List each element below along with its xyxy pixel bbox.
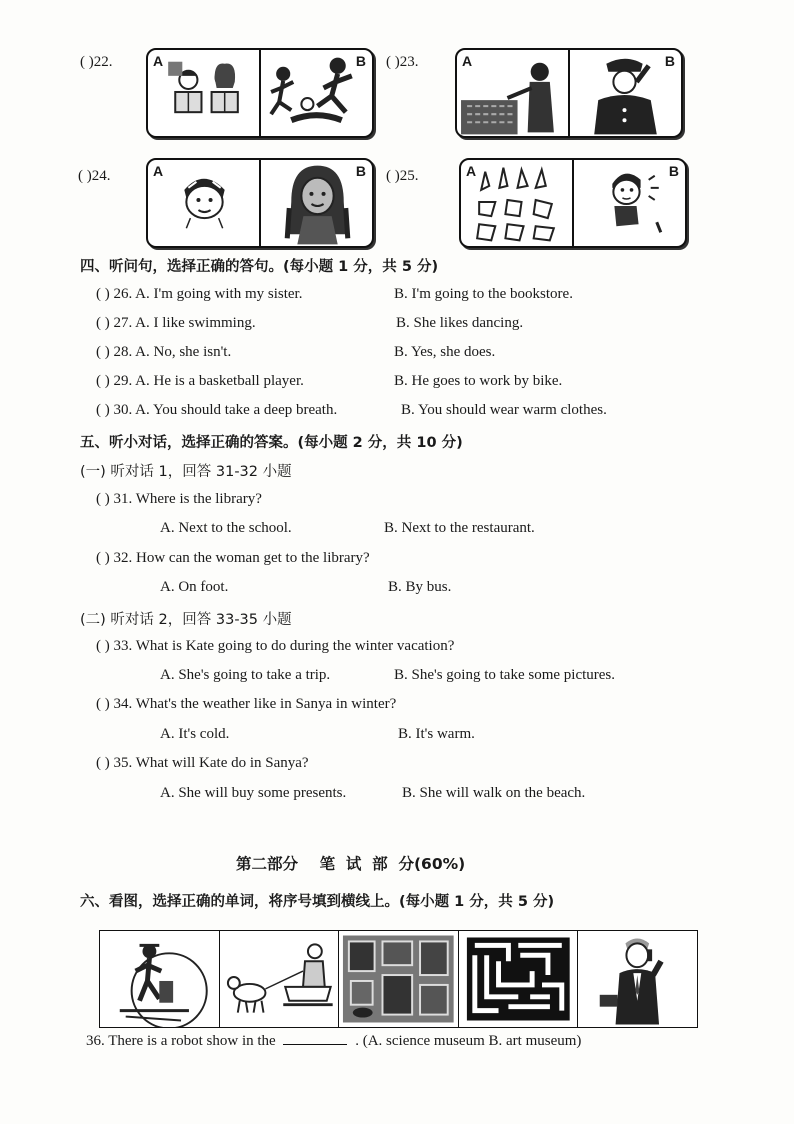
question-33-option-a: A. She's going to take a trip. (160, 667, 331, 683)
option-a-label: A (462, 53, 473, 69)
option-b-label: B (668, 163, 679, 179)
option-b-label: B (355, 163, 366, 179)
question-26-option-b: B. I'm going to the bookstore. (394, 286, 573, 302)
section-4-title: 四、听问句，选择正确的答句。(每小题 1 分，共 5 分) (80, 259, 439, 275)
part-2-title: 第二部分 笔 试 部 分(60%) (236, 855, 466, 873)
police-officer-illustration (570, 50, 681, 136)
option-b-label: B (355, 53, 366, 69)
picture-3-cell (338, 931, 458, 1027)
question-32-option-b: B. By bus. (388, 579, 452, 595)
section-5-title: 五、听小对话，选择正确的答案。(每小题 2 分，共 10 分) (80, 435, 463, 451)
section-6-picture-strip (99, 930, 698, 1028)
question-24-number: ( )24. (78, 168, 111, 184)
option-b-picture[interactable] (259, 50, 372, 136)
question-29-option-b: B. He goes to work by bike. (394, 373, 563, 389)
question-36-options: . (A. science museum B. art museum) (355, 1033, 582, 1049)
question-28-option-b: B. Yes, she does. (394, 344, 496, 360)
question-26-stem: ( ) 26. A. I'm going with my sister. (96, 286, 303, 302)
children-playing-football-illustration (261, 50, 372, 136)
question-28-stem: ( ) 28. A. No, she isn't. (96, 344, 232, 360)
option-b-picture[interactable] (259, 160, 372, 246)
question-35-option-b: B. She will walk on the beach. (402, 785, 586, 801)
question-36-answer-blank[interactable] (283, 1044, 347, 1045)
option-b-picture[interactable] (568, 50, 681, 136)
option-a-picture[interactable] (457, 50, 568, 136)
question-36-stem: 36. There is a robot show in the (86, 1033, 276, 1049)
dialogue-1-subtitle: (一) 听对话 1，回答 31-32 小题 (80, 464, 292, 480)
question-34-stem: ( ) 34. What's the weather like in Sanya in winter? (96, 696, 397, 712)
section-6-title: 六、看图，选择正确的单词，将序号填到横线上。(每小题 1 分，共 5 分) (80, 894, 555, 910)
dog-sled-illustration (220, 931, 339, 1027)
question-33-option-b: B. She's going to take some pictures. (394, 667, 616, 683)
children-reading-illustration (148, 50, 259, 136)
question-22-picture-frame (146, 48, 374, 138)
question-25-number: ( )25. (386, 168, 419, 184)
picture-2-cell (219, 931, 339, 1027)
question-25-picture-frame (459, 158, 687, 248)
question-23-number: ( )23. (386, 54, 419, 70)
dialogue-2-subtitle: (二) 听对话 2，回答 33-35 小题 (80, 612, 292, 628)
girl-short-hair-illustration (148, 160, 259, 246)
option-a-label: A (153, 53, 164, 69)
option-b-picture[interactable] (572, 160, 685, 246)
question-30-stem: ( ) 30. A. You should take a deep breath. (96, 402, 338, 418)
question-32-option-a: A. On foot. (160, 579, 229, 595)
question-22-number: ( )22. (80, 54, 113, 70)
museum-paintings-illustration (339, 931, 458, 1027)
option-a-picture[interactable] (148, 160, 259, 246)
picture-1-cell (100, 931, 219, 1027)
skier-illustration (100, 931, 219, 1027)
option-a-picture[interactable] (148, 50, 259, 136)
question-36 (86, 1033, 581, 1050)
question-35-stem: ( ) 35. What will Kate do in Sanya? (96, 755, 309, 771)
question-31-option-b: B. Next to the restaurant. (384, 520, 535, 536)
question-32-stem: ( ) 32. How can the woman get to the library? (96, 550, 370, 566)
question-27-stem: ( ) 27. A. I like swimming. (96, 315, 256, 331)
question-34-option-b: B. It's warm. (398, 726, 475, 742)
question-31-stem: ( ) 31. Where is the library? (96, 491, 262, 507)
maze-illustration (459, 931, 578, 1027)
question-29-stem: ( ) 29. A. He is a basketball player. (96, 373, 304, 389)
option-a-label: A (153, 163, 164, 179)
option-b-label: B (664, 53, 675, 69)
question-35-option-a: A. She will buy some presents. (160, 785, 347, 801)
teacher-with-students-illustration (457, 50, 568, 136)
picture-5-cell (577, 931, 697, 1027)
girl-braids-illustration (261, 160, 372, 246)
question-23-picture-frame (455, 48, 683, 138)
businessman-phone-illustration (578, 931, 697, 1027)
question-24-picture-frame (146, 158, 374, 248)
hand-gestures-illustration (461, 160, 572, 246)
question-33-stem: ( ) 33. What is Kate going to do during the winter vacation? (96, 638, 455, 654)
picture-4-cell (458, 931, 578, 1027)
option-a-label: A (466, 163, 477, 179)
question-34-option-a: A. It's cold. (160, 726, 230, 742)
question-30-option-b: B. You should wear warm clothes. (401, 402, 607, 418)
question-27-option-b: B. She likes dancing. (396, 315, 524, 331)
boy-talking-illustration (574, 160, 685, 246)
option-a-picture[interactable] (461, 160, 572, 246)
question-31-option-a: A. Next to the school. (160, 520, 292, 536)
